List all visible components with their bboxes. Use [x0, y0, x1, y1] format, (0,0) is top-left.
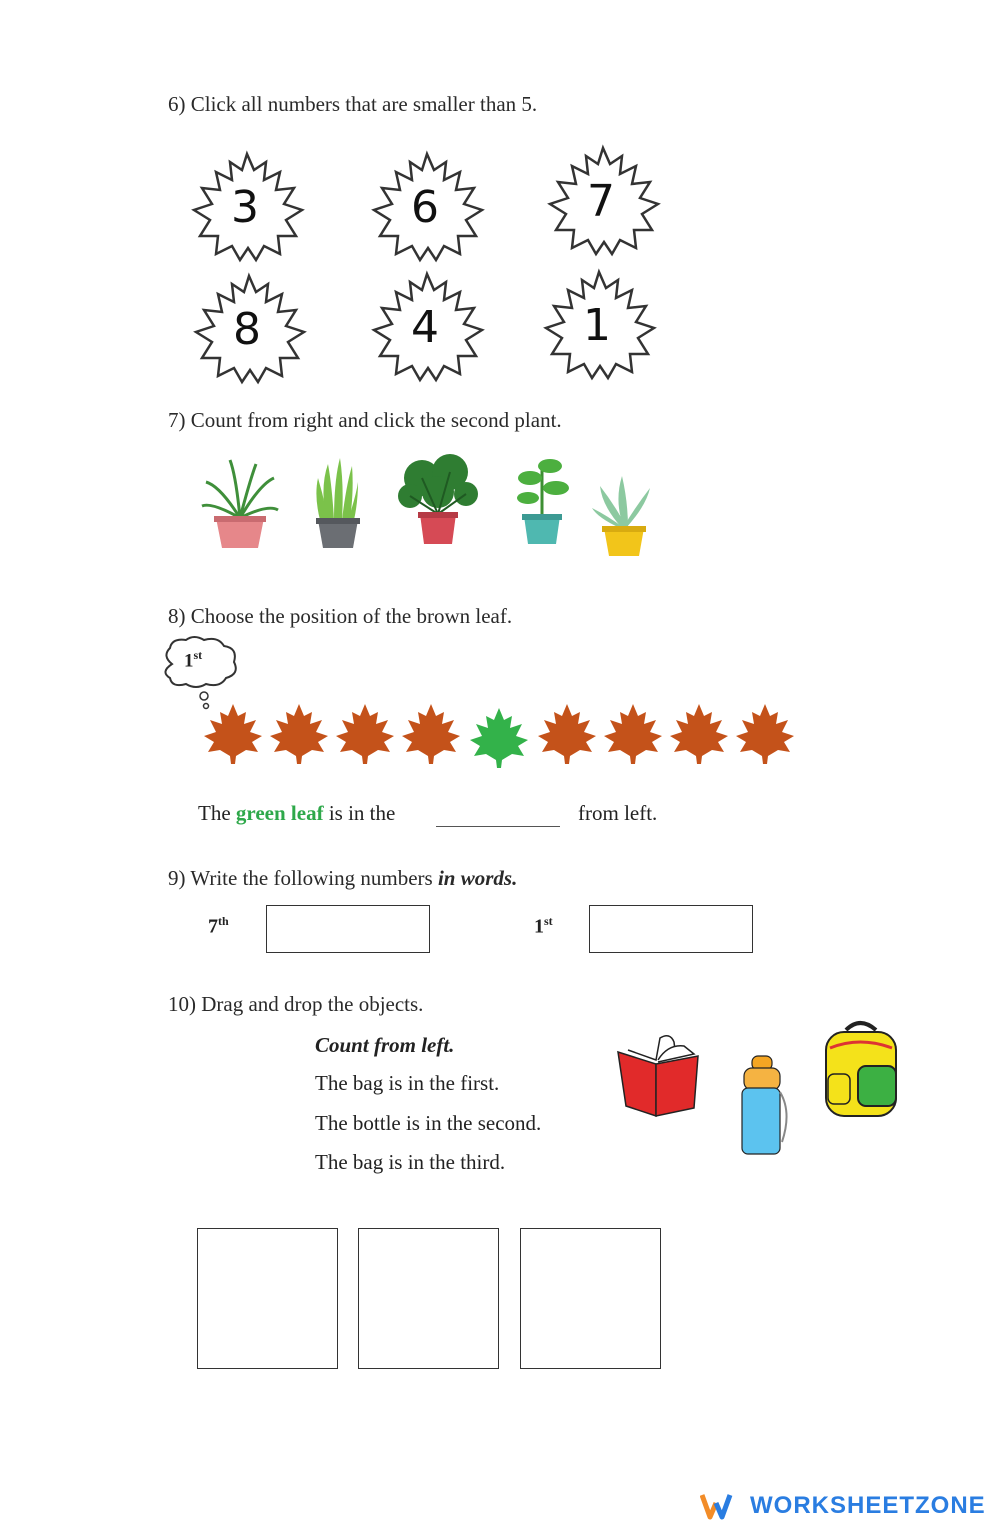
worksheetzone-mark-icon: [700, 1491, 740, 1521]
leaf-number: 3: [231, 182, 259, 233]
leaf-number: 1: [583, 300, 611, 351]
leaf-number: 6: [411, 182, 439, 233]
answer-box-1st[interactable]: [589, 905, 753, 953]
leaf-number: 7: [587, 176, 615, 227]
draggable-backpack[interactable]: [820, 1018, 902, 1120]
number-leaf-3[interactable]: [538, 142, 668, 260]
draggable-bottle[interactable]: [736, 1052, 792, 1158]
bubble-ordinal-number: 1: [184, 650, 194, 672]
sentence-middle: is in the: [328, 801, 396, 825]
maple-leaf-6[interactable]: [534, 700, 600, 766]
number-leaf-4[interactable]: [184, 270, 314, 388]
instruction-line-2: The bottle is in the second.: [315, 1111, 542, 1135]
plant-3[interactable]: [398, 452, 478, 552]
q9-prompt: [168, 866, 517, 891]
sentence-end: from left.: [578, 801, 658, 825]
maple-leaf-3[interactable]: [332, 700, 398, 766]
green-leaf-label: green leaf: [235, 801, 324, 825]
plant-1[interactable]: [200, 456, 280, 556]
maple-leaf-8[interactable]: [666, 700, 732, 766]
number-leaf-1[interactable]: [182, 148, 312, 266]
q10-prompt: 10) Drag and drop the objects.: [168, 992, 424, 1016]
q6-prompt: 6) Click all numbers that are smaller than 5.: [168, 92, 538, 116]
brand-name-worksheet: WORKSHEET: [750, 1492, 915, 1519]
drop-box-1[interactable]: [197, 1228, 338, 1369]
pot: [604, 528, 644, 556]
drop-box-3[interactable]: [520, 1228, 661, 1369]
plant-2[interactable]: [298, 456, 378, 556]
leaf-number: 8: [233, 304, 261, 355]
pot: [420, 514, 456, 544]
plant-4[interactable]: [502, 452, 582, 552]
worksheetzone-logo[interactable]: [700, 1490, 986, 1522]
drop-box-2[interactable]: [358, 1228, 499, 1369]
q9-prompt-emphasis: in words.: [437, 866, 518, 890]
ordinal-number: 1: [534, 915, 544, 938]
maple-leaf-7[interactable]: [600, 700, 666, 766]
instruction-count-from-left: Count from left.: [315, 1033, 455, 1057]
sentence-start: The: [198, 801, 231, 825]
green-leaf-sentence: [198, 801, 395, 826]
ordinal-1st: [534, 914, 553, 939]
number-leaf-2[interactable]: [362, 148, 492, 266]
pot: [524, 516, 560, 544]
answer-blank[interactable]: [436, 806, 560, 827]
q9-prompt-text: 9) Write the following numbers: [168, 866, 433, 890]
maple-leaf-4[interactable]: [398, 700, 464, 766]
brand-name-zone: ZONE: [915, 1492, 986, 1519]
q8-prompt: 8) Choose the position of the brown leaf.: [168, 604, 513, 628]
number-leaf-6[interactable]: [534, 266, 664, 384]
ordinal-7th: [208, 914, 229, 939]
maple-leaf-2[interactable]: [266, 700, 332, 766]
instruction-line-3: The bag is in the third.: [315, 1150, 506, 1174]
maple-leaf-9[interactable]: [732, 700, 798, 766]
draggable-book[interactable]: [612, 1030, 704, 1122]
answer-box-7th[interactable]: [266, 905, 430, 953]
maple-leaf-row: [200, 700, 800, 772]
leaf-number: 4: [411, 302, 439, 353]
maple-leaf-1[interactable]: [200, 700, 266, 766]
number-leaf-5[interactable]: [362, 268, 492, 386]
maple-leaf-green[interactable]: [466, 704, 532, 770]
pot: [216, 518, 264, 548]
q7-prompt: 7) Count from right and click the second plant.: [168, 408, 562, 432]
instruction-line-1: The bag is in the first.: [315, 1071, 500, 1095]
ordinal-suffix: st: [544, 914, 553, 928]
plant-5[interactable]: [584, 466, 664, 566]
ordinal-suffix: th: [218, 914, 229, 928]
bubble-ordinal-suffix: st: [193, 648, 203, 662]
ordinal-number: 7: [208, 915, 218, 938]
pot: [318, 520, 358, 548]
